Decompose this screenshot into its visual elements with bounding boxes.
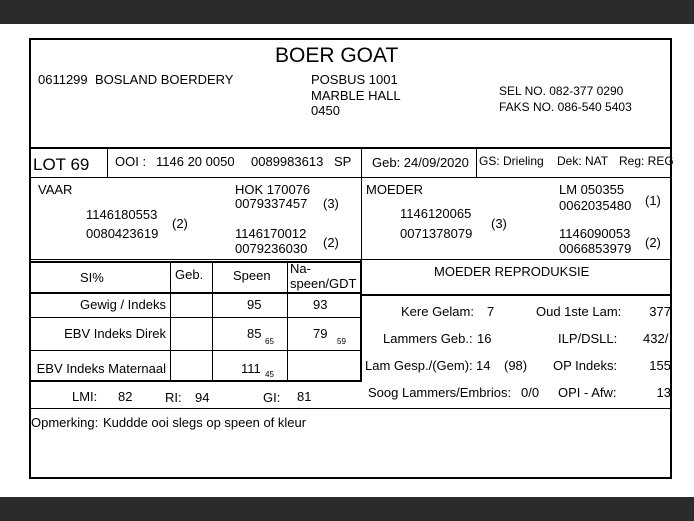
oud-lam-value: 377: [649, 304, 671, 319]
lmi-value: 82: [118, 389, 133, 404]
pedigree-divider: [361, 177, 362, 259]
ilp-label: ILP/DSLL:: [558, 331, 618, 346]
oud-lam-label: Oud 1ste Lam:: [536, 304, 622, 319]
lot-row-divider: [29, 177, 672, 178]
row-naspeen: 93: [313, 297, 328, 312]
row-speen: 85: [247, 326, 262, 341]
lammers-geb-value: 16: [477, 331, 492, 346]
reproduction-title: MOEDER REPRODUKSIE: [434, 264, 590, 279]
row-label: Gewig / Indeks: [80, 297, 166, 312]
gi-label: GI:: [263, 390, 281, 405]
sire-birth-type: (3): [323, 196, 339, 211]
sire-label: VAAR: [38, 182, 73, 197]
address-line-2: MARBLE HALL: [311, 88, 401, 103]
indices-header-rule: [29, 292, 362, 294]
lam-gesp-label: Lam Gesp./(Gem):: [365, 358, 473, 373]
soog-value: 0/0: [521, 385, 540, 400]
phone-number: SEL NO. 082-377 0290: [499, 84, 624, 98]
opi-label: OPI - Afw:: [558, 385, 617, 400]
lam-gem-value: (98): [504, 358, 528, 373]
card-title: BOER GOAT: [275, 44, 399, 67]
kere-gelam-value: 7: [487, 304, 495, 319]
col-header-naspeen-1: Na-: [290, 261, 311, 276]
col-header-naspeen-2: speen/GDT: [290, 276, 357, 291]
fax-number: FAKS NO. 086-540 5403: [499, 100, 632, 114]
indices-right-rule: [360, 259, 362, 382]
sire-dam-id: 1146170012: [235, 226, 307, 241]
dam-sire-reg: 0071378079: [400, 226, 473, 241]
header-divider: [29, 147, 672, 149]
dam-dam-birth-type: (2): [645, 235, 661, 250]
ooi-code: SP: [334, 154, 352, 169]
remark-text: Kuddde ooi slegs op speen of kleur: [103, 415, 307, 430]
remark-label: Opmerking:: [31, 415, 99, 430]
lammers-geb-label: Lammers Geb.:: [383, 331, 473, 346]
dek-value: Dek: NAT: [557, 154, 609, 168]
row-speen: 111: [241, 361, 261, 376]
birth-date: Geb: 24/09/2020: [372, 155, 469, 170]
lot-divider: [107, 149, 108, 177]
col-speen-left: [212, 262, 213, 380]
dam-dam-reg: 0066853979: [559, 241, 632, 256]
row-label: EBV Indeks Direk: [64, 326, 166, 341]
opi-value: 13: [656, 385, 671, 400]
op-label: OP Indeks:: [553, 358, 618, 373]
bottom-dark-band: [0, 497, 694, 521]
soog-label: Soog Lammers/Embrios:: [368, 385, 512, 400]
row-naspeen: 79: [313, 326, 328, 341]
sire-sire-id: 1146180553: [86, 207, 158, 222]
row-speen-sub: 45: [265, 370, 274, 379]
ooi-id: 0089983613: [251, 154, 324, 169]
sire-sire-reg: 0080423619: [86, 226, 159, 241]
reproduction-title-rule: [362, 294, 672, 296]
row-speen-sub: 65: [265, 337, 274, 346]
col-header-geb: Geb.: [175, 267, 204, 282]
lam-gesp-value: 14: [476, 358, 491, 373]
address-line-1: POSBUS 1001: [311, 72, 398, 87]
dam-sire-id: 1146120065: [400, 206, 472, 221]
breeder-name: BOSLAND BOERDERY: [95, 72, 234, 87]
indices-row-rule: [29, 350, 362, 351]
indices-row-rule: [29, 317, 362, 318]
col-header-speen: Speen: [233, 268, 271, 283]
gs-value: GS: Drieling: [479, 154, 544, 168]
col-naspeen-left: [287, 262, 288, 380]
row-naspeen-sub: 59: [337, 337, 346, 346]
ooi-number: 1146 20 0050: [156, 154, 235, 169]
lmi-label: LMI:: [72, 389, 98, 404]
reg-value: Reg: REG: [619, 154, 674, 168]
birth-divider: [361, 149, 362, 177]
row-label: EBV Indeks Maternaal: [36, 361, 166, 376]
gi-value: 81: [297, 389, 312, 404]
top-dark-band: [0, 0, 694, 24]
dam-reg: 0062035480: [559, 198, 632, 213]
ri-label: RI:: [165, 390, 182, 405]
pedigree-bottom-divider: [29, 259, 672, 260]
indices-top-rule: [29, 261, 362, 263]
col-header-si: SI%: [80, 270, 104, 285]
dam-dam-id: 1146090053: [559, 226, 631, 241]
dam-birth-type: (1): [645, 193, 661, 208]
dam-sire-birth-type: (3): [491, 216, 507, 231]
row-speen: 95: [247, 297, 262, 312]
sire-sire-birth-type: (2): [172, 216, 188, 231]
sire-reg: 0079337457: [235, 196, 308, 211]
address-line-3: 0450: [311, 103, 340, 118]
sire-dam-birth-type: (2): [323, 235, 339, 250]
kere-gelam-label: Kere Gelam:: [401, 304, 474, 319]
ilp-value: 432/: [643, 331, 669, 346]
dam-id: LM 050355: [559, 182, 625, 197]
col-geb-left: [170, 262, 171, 380]
sire-id: HOK 170076: [235, 182, 311, 197]
dam-label: MOEDER: [366, 182, 424, 197]
op-value: 155: [649, 358, 671, 373]
sire-dam-reg: 0079236030: [235, 241, 308, 256]
breeder-code: 0611299: [38, 72, 88, 87]
indices-bottom-rule: [29, 380, 362, 382]
ooi-label: OOI :: [115, 154, 147, 169]
lot-number: LOT 69: [33, 155, 90, 174]
gs-divider: [476, 149, 477, 177]
remark-divider: [29, 408, 672, 409]
ri-value: 94: [195, 390, 210, 405]
